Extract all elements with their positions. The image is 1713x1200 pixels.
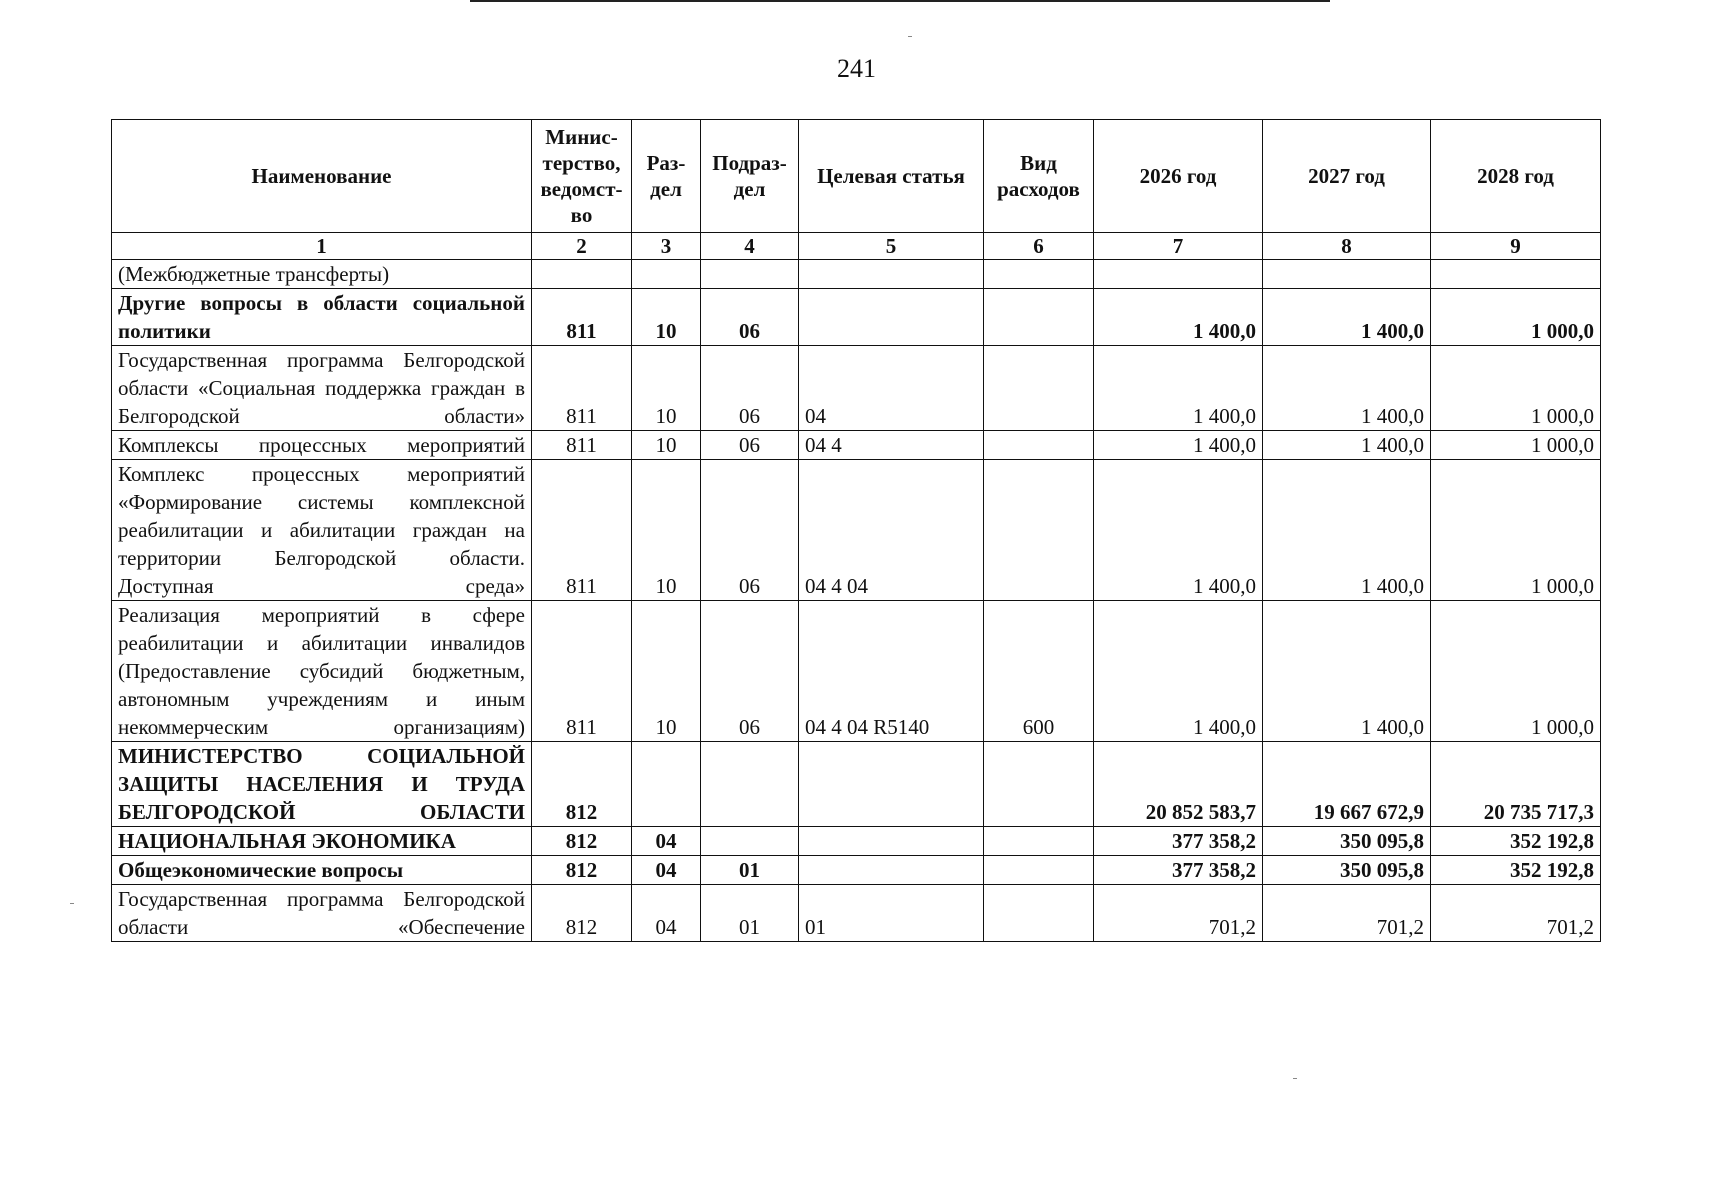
row-2027: 701,2 xyxy=(1263,885,1431,942)
header-ministry: Минис-терство, ведомст-во xyxy=(532,120,632,233)
row-section: 04 xyxy=(632,885,701,942)
top-rule xyxy=(470,0,1330,2)
header-name: Наименование xyxy=(112,120,532,233)
row-section: 10 xyxy=(632,431,701,460)
column-number: 3 xyxy=(632,233,701,260)
row-expense-type xyxy=(984,827,1094,856)
row-expense-type xyxy=(984,260,1094,289)
row-ministry: 812 xyxy=(532,827,632,856)
row-ministry: 811 xyxy=(532,289,632,346)
column-number: 8 xyxy=(1263,233,1431,260)
column-number: 1 xyxy=(112,233,532,260)
row-2026: 1 400,0 xyxy=(1094,431,1263,460)
row-2027: 1 400,0 xyxy=(1263,460,1431,601)
row-section: 04 xyxy=(632,827,701,856)
row-2026: 1 400,0 xyxy=(1094,346,1263,431)
row-name: Государственная программа Белгородской области «Социальная поддержка граждан в Белгородской области» xyxy=(112,346,532,431)
row-expense-type xyxy=(984,460,1094,601)
row-name: Другие вопросы в области социальной политики xyxy=(112,289,532,346)
column-number: 7 xyxy=(1094,233,1263,260)
header-year-2026: 2026 год xyxy=(1094,120,1263,233)
row-ministry: 811 xyxy=(532,460,632,601)
row-ministry: 812 xyxy=(532,856,632,885)
row-2027: 1 400,0 xyxy=(1263,431,1431,460)
row-2026: 1 400,0 xyxy=(1094,460,1263,601)
header-expense-type: Вид расходов xyxy=(984,120,1094,233)
row-2028 xyxy=(1431,260,1601,289)
row-2028: 352 192,8 xyxy=(1431,827,1601,856)
row-subsection: 06 xyxy=(701,460,799,601)
table-row xyxy=(112,827,1601,856)
column-number: 4 xyxy=(701,233,799,260)
row-target-article: 04 xyxy=(799,346,984,431)
row-2028: 701,2 xyxy=(1431,885,1601,942)
row-section: 10 xyxy=(632,289,701,346)
row-target-article: 04 4 04 xyxy=(799,460,984,601)
row-2027: 350 095,8 xyxy=(1263,856,1431,885)
row-2027: 19 667 672,9 xyxy=(1263,742,1431,827)
row-subsection xyxy=(701,742,799,827)
row-expense-type xyxy=(984,856,1094,885)
row-ministry xyxy=(532,260,632,289)
row-2027: 1 400,0 xyxy=(1263,346,1431,431)
row-2028: 1 000,0 xyxy=(1431,289,1601,346)
table-row xyxy=(112,856,1601,885)
row-section: 10 xyxy=(632,460,701,601)
row-name: Комплекс процессных мероприятий «Формирование системы комплексной реабилитации и абилитации граждан на территории Белгородской области. Доступная среда» xyxy=(112,460,532,601)
row-2026: 20 852 583,7 xyxy=(1094,742,1263,827)
header-year-2027: 2027 год xyxy=(1263,120,1431,233)
row-target-article: 04 4 xyxy=(799,431,984,460)
row-target-article xyxy=(799,742,984,827)
row-subsection: 06 xyxy=(701,601,799,742)
table-row xyxy=(112,742,1601,827)
column-number: 6 xyxy=(984,233,1094,260)
row-section xyxy=(632,742,701,827)
row-target-article xyxy=(799,827,984,856)
row-expense-type: 600 xyxy=(984,601,1094,742)
row-2026: 377 358,2 xyxy=(1094,827,1263,856)
row-expense-type xyxy=(984,346,1094,431)
row-subsection: 01 xyxy=(701,856,799,885)
row-2026: 377 358,2 xyxy=(1094,856,1263,885)
row-2028: 1 000,0 xyxy=(1431,431,1601,460)
row-ministry: 812 xyxy=(532,742,632,827)
row-subsection: 06 xyxy=(701,431,799,460)
row-expense-type xyxy=(984,885,1094,942)
row-2028: 1 000,0 xyxy=(1431,460,1601,601)
table-row xyxy=(112,885,1601,942)
row-target-article xyxy=(799,289,984,346)
column-number: 9 xyxy=(1431,233,1601,260)
row-2028: 20 735 717,3 xyxy=(1431,742,1601,827)
row-section: 10 xyxy=(632,346,701,431)
row-2026: 1 400,0 xyxy=(1094,601,1263,742)
table-row xyxy=(112,346,1601,431)
header-target-article: Целевая статья xyxy=(799,120,984,233)
row-name: НАЦИОНАЛЬНАЯ ЭКОНОМИКА xyxy=(112,827,532,856)
column-number: 2 xyxy=(532,233,632,260)
row-name: Реализация мероприятий в сфере реабилитации и абилитации инвалидов (Предоставление субсидий бюджетным, автономным учреждениям и иным некоммерческим организациям) xyxy=(112,601,532,742)
row-2026: 701,2 xyxy=(1094,885,1263,942)
table-header-row xyxy=(112,120,1601,233)
scan-speck xyxy=(1293,1078,1297,1079)
scan-speck xyxy=(70,903,74,904)
row-ministry: 811 xyxy=(532,346,632,431)
table-row xyxy=(112,260,1601,289)
table-column-numbers-row xyxy=(112,233,1601,260)
row-section: 04 xyxy=(632,856,701,885)
row-name: Государственная программа Белгородской области «Обеспечение xyxy=(112,885,532,942)
row-2027: 350 095,8 xyxy=(1263,827,1431,856)
budget-table xyxy=(111,119,1601,942)
header-year-2028: 2028 год xyxy=(1431,120,1601,233)
row-name: МИНИСТЕРСТВО СОЦИАЛЬНОЙ ЗАЩИТЫ НАСЕЛЕНИЯ И ТРУДА БЕЛГОРОДСКОЙ ОБЛАСТИ xyxy=(112,742,532,827)
row-2028: 1 000,0 xyxy=(1431,346,1601,431)
table-row xyxy=(112,289,1601,346)
row-target-article xyxy=(799,260,984,289)
row-ministry: 812 xyxy=(532,885,632,942)
row-expense-type xyxy=(984,742,1094,827)
row-subsection xyxy=(701,827,799,856)
row-expense-type xyxy=(984,431,1094,460)
table-row xyxy=(112,601,1601,742)
row-subsection: 06 xyxy=(701,289,799,346)
row-target-article xyxy=(799,856,984,885)
column-number: 5 xyxy=(799,233,984,260)
row-subsection xyxy=(701,260,799,289)
row-2027: 1 400,0 xyxy=(1263,601,1431,742)
row-2028: 352 192,8 xyxy=(1431,856,1601,885)
row-expense-type xyxy=(984,289,1094,346)
table-row xyxy=(112,460,1601,601)
row-section xyxy=(632,260,701,289)
row-subsection: 06 xyxy=(701,346,799,431)
row-name: (Межбюджетные трансферты) xyxy=(112,260,532,289)
row-2027: 1 400,0 xyxy=(1263,289,1431,346)
row-target-article: 04 4 04 R5140 xyxy=(799,601,984,742)
table-row xyxy=(112,431,1601,460)
header-section: Раз-дел xyxy=(632,120,701,233)
scan-speck xyxy=(908,36,912,37)
row-2027 xyxy=(1263,260,1431,289)
row-2026 xyxy=(1094,260,1263,289)
row-target-article: 01 xyxy=(799,885,984,942)
page-number: 241 xyxy=(837,54,876,83)
row-ministry: 811 xyxy=(532,431,632,460)
row-subsection: 01 xyxy=(701,885,799,942)
row-2026: 1 400,0 xyxy=(1094,289,1263,346)
row-name: Общеэкономические вопросы xyxy=(112,856,532,885)
header-subsection: Подраз-дел xyxy=(701,120,799,233)
row-section: 10 xyxy=(632,601,701,742)
row-ministry: 811 xyxy=(532,601,632,742)
row-2028: 1 000,0 xyxy=(1431,601,1601,742)
row-name: Комплексы процессных мероприятий xyxy=(112,431,532,460)
